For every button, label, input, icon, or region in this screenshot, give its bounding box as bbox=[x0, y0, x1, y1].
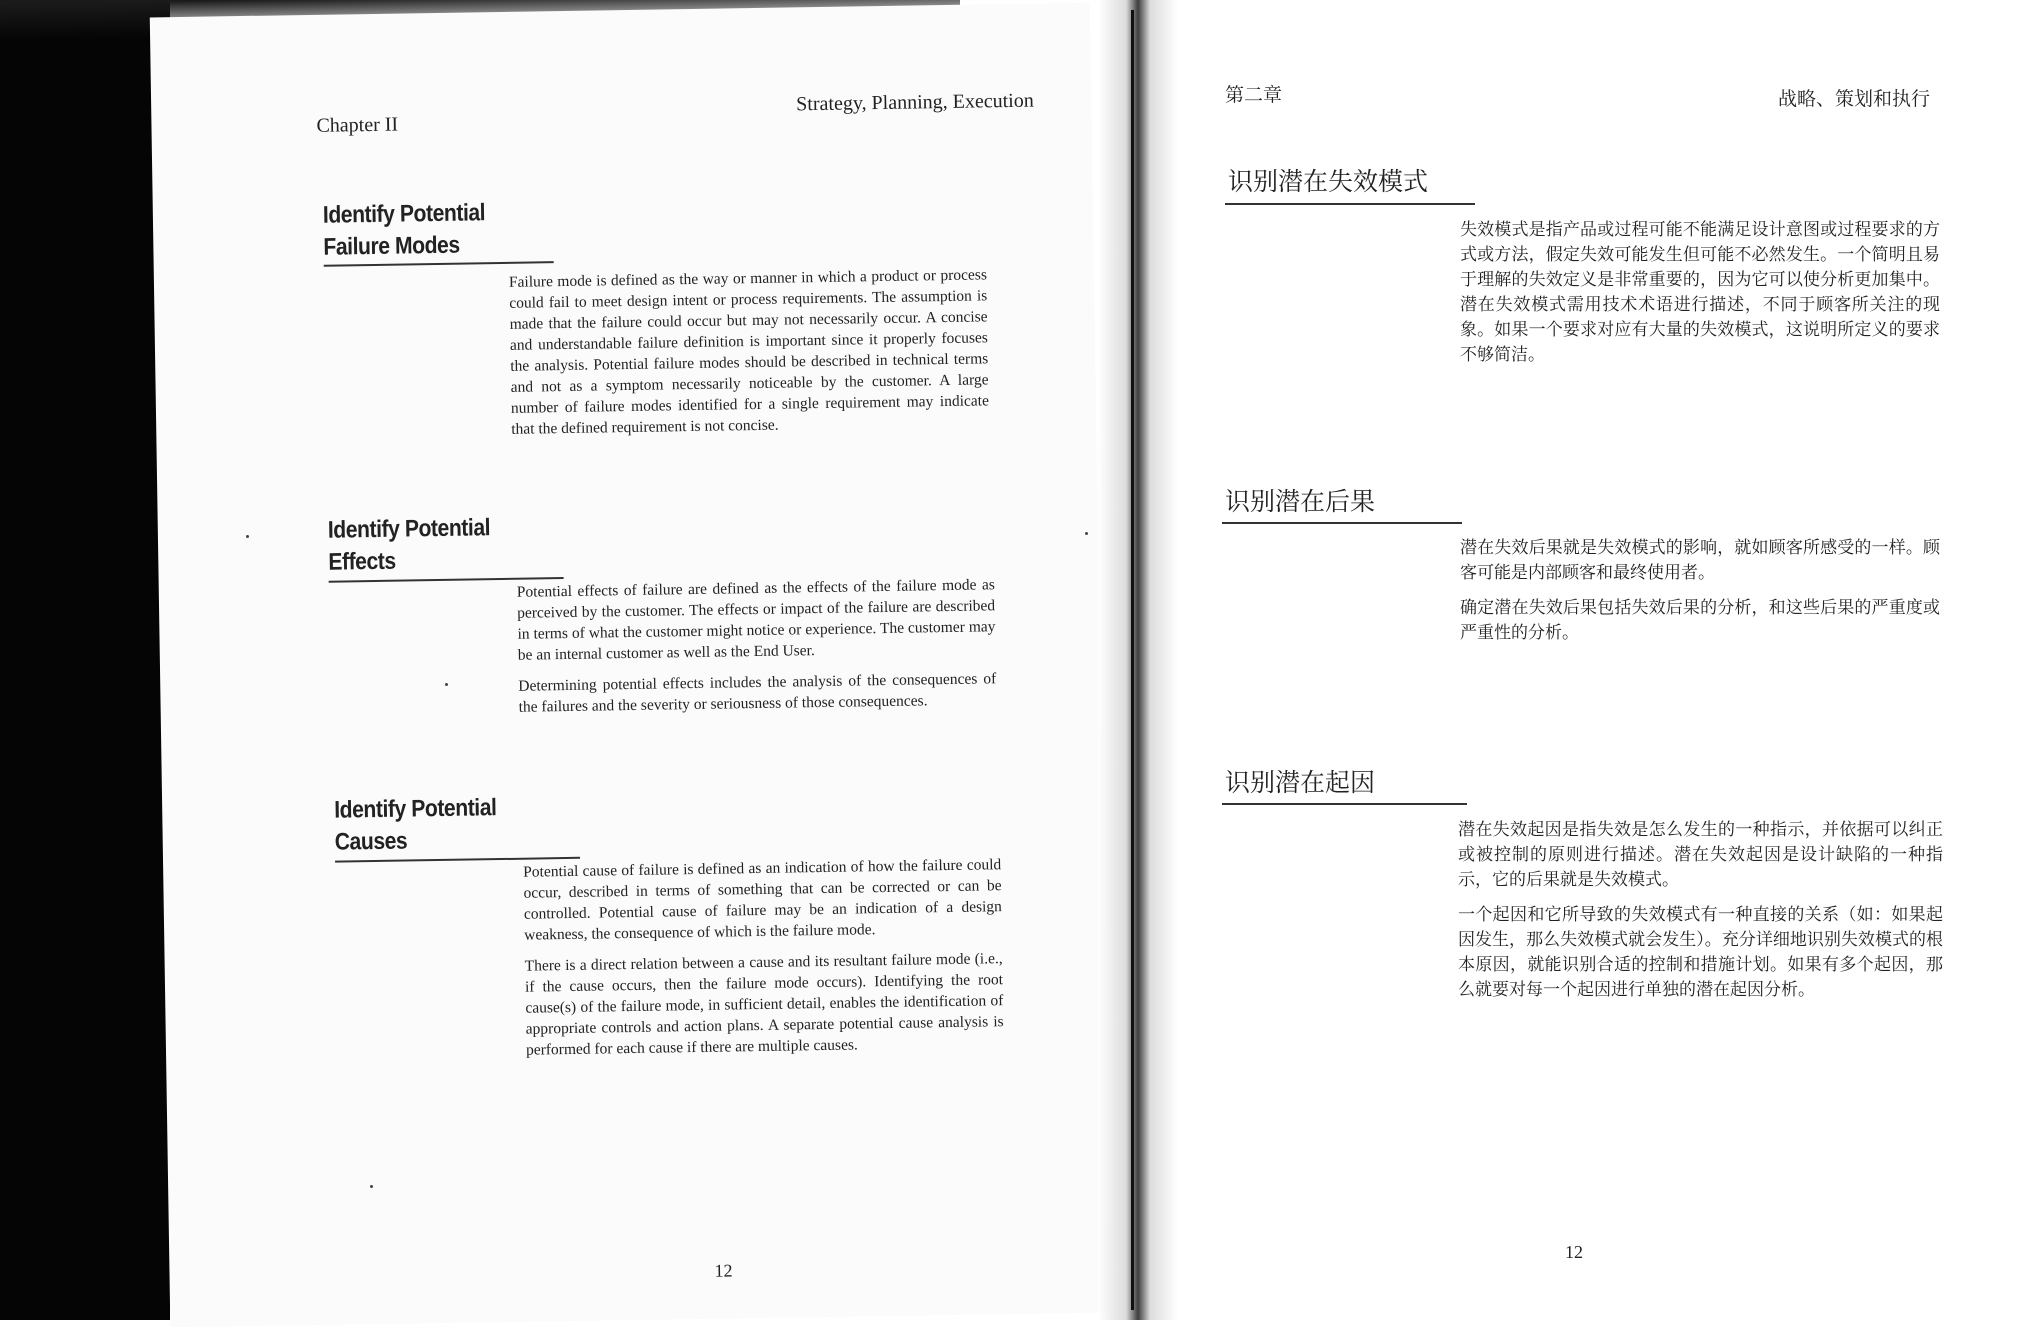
heading-rule bbox=[1222, 522, 1462, 524]
heading-line-1: Identify Potential bbox=[322, 199, 486, 229]
paragraph: 潜在失效后果就是失效模式的影响，就如顾客所感受的一样。顾客可能是内部顾客和最终使用者。 bbox=[1460, 538, 1940, 583]
scan-speck bbox=[1085, 532, 1088, 535]
chinese-page bbox=[1180, 0, 2040, 1320]
paragraph: 潜在失效起因是指失效是怎么发生的一种指示，并依据可以纠正或被控制的原则进行描述。潜在失效起因是设计缺陷的一种指示，它的后果就是失效模式。 bbox=[1458, 820, 1943, 890]
heading-rule bbox=[1222, 803, 1467, 805]
paragraph: 确定潜在失效后果包括失效后果的分析，和这些后果的严重度或严重性的分析。 bbox=[1460, 598, 1940, 643]
heading-line-1: Identify Potential bbox=[334, 794, 497, 824]
chapter-label: 第二章 bbox=[1225, 84, 1283, 106]
section-heading: 识别潜在失效模式 bbox=[1228, 167, 1429, 196]
scan-speck bbox=[445, 683, 448, 686]
paragraph: Failure mode is defined as the way or manner in which a product or process could fail to meet design intent or process requirements. The assumption is made that the failure could occur but may not necessarily occur. A concise and understandable failure definition is important since it properly focuses the analysis. Potential failure modes should be described in technical terms and not as a symptom necessarily noticeable by the customer. A large number of failure modes identified for a single requirement may indicate that the defined requirement is not concise. bbox=[508, 266, 990, 438]
section-header: Strategy, Planning, Execution bbox=[796, 89, 1034, 116]
paragraph: Potential cause of failure is defined as an indication of how the failure could occur, described in terms of something that can be corrected or can be controlled. Potential cause of failure may be an indication of a design weakness, the consequence of which is the failure mode. bbox=[523, 856, 1002, 944]
section-heading bbox=[328, 512, 491, 579]
section-header: 战略、策划和执行 bbox=[1778, 88, 1931, 110]
page-number: 12 bbox=[714, 1260, 733, 1281]
page-number: 12 bbox=[1565, 1242, 1583, 1262]
section-heading bbox=[334, 792, 497, 859]
section-heading bbox=[323, 197, 486, 264]
section-body bbox=[523, 854, 1004, 1060]
paragraph: 失效模式是指产品或过程可能不能满足设计意图或过程要求的方式或方法，假定失效可能发生但可能不必然发生。一个简明且易于理解的失效定义是非常重要的，因为它可以使分析更加集中。潜在失效模式需用技术术语进行描述，不同于顾客所关注的现象。如果一个要求对应有大量的失效模式，这说明所定义的要求不够简洁。 bbox=[1460, 220, 1940, 365]
scan-speck bbox=[246, 535, 249, 538]
heading-line-2: Effects bbox=[328, 547, 396, 576]
heading-rule bbox=[1225, 203, 1475, 205]
heading-line-1: Identify Potential bbox=[327, 514, 491, 544]
section-body bbox=[517, 574, 997, 717]
section-body bbox=[509, 264, 990, 439]
section-body bbox=[1458, 818, 1943, 1003]
english-page bbox=[150, 3, 1110, 1327]
paragraph: Determining potential effects includes the analysis of the consequences of the failures and the severity or seriousness of those consequences. bbox=[518, 670, 997, 716]
book-spine-line bbox=[1131, 10, 1134, 1310]
paragraph: There is a direct relation between a cause and its resultant failure mode (i.e., if the cause occurs, then the failure mode occurs). Identifying the root cause(s) of the failure mode, in sufficient detail, enables the identification of appropriate controls and action plans. A separate potential cause analysis is performed for each cause if there are multiple causes. bbox=[524, 950, 1004, 1059]
section-body bbox=[1460, 536, 1940, 646]
paragraph: 一个起因和它所导致的失效模式有一种直接的关系（如：如果起因发生，那么失效模式就会发生）。充分详细地识别失效模式的根本原因，就能识别合适的控制和措施计划。如果有多个起因，那么就要对每一个起因进行单独的潜在起因分析。 bbox=[1458, 905, 1943, 1000]
section-heading: 识别潜在后果 bbox=[1225, 487, 1376, 516]
scan-dark-border bbox=[0, 0, 170, 1320]
book-gutter bbox=[1098, 0, 1178, 1320]
scan-speck bbox=[370, 1185, 373, 1188]
chapter-label: Chapter II bbox=[316, 113, 399, 137]
section-heading: 识别潜在起因 bbox=[1225, 768, 1376, 797]
paragraph: Potential effects of failure are defined as the effects of the failure mode as perceived by the customer. The effects or impact of the failure are described in terms of what the customer might notice or experience. The customer may be an internal customer as well as the End User. bbox=[516, 576, 996, 664]
heading-line-2: Causes bbox=[334, 827, 408, 856]
heading-line-2: Failure Modes bbox=[323, 231, 460, 261]
